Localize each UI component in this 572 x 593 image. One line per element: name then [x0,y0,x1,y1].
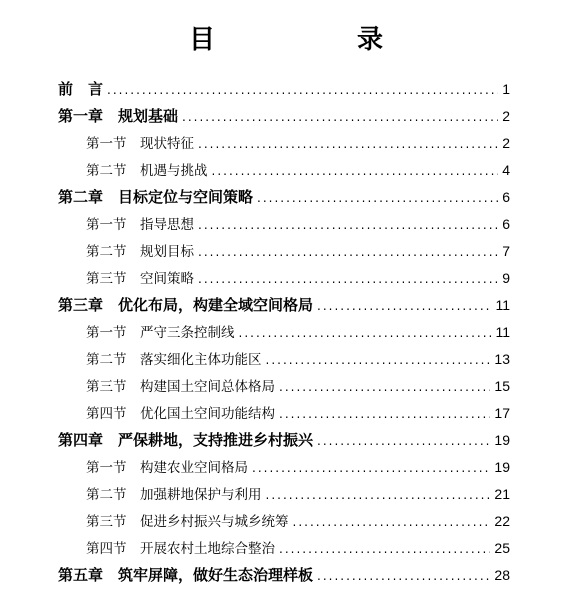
toc-entry-label: 第三章 优化布局，构建全域空间格局 [58,296,314,314]
toc-entry-label: 前 言 [58,80,104,98]
toc-entry-chapter-1[interactable] [58,105,510,131]
toc-title: 目 录 [188,25,413,55]
toc-entry-section-1-1[interactable] [86,132,510,158]
dot-leader [266,353,491,367]
toc-entry-label: 第三节 空间策略 [86,271,194,287]
toc-page-number: 11 [495,324,510,340]
toc-entry-section-2-1[interactable] [86,213,510,239]
toc-page-number: 19 [494,459,510,475]
dot-leader [257,191,498,205]
toc-entry-label: 第四节 优化国土空间功能结构 [86,406,275,422]
toc-page-number: 22 [494,513,510,529]
toc-entry-label: 第一节 构建农业空间格局 [86,460,248,476]
toc-page-number: 9 [502,270,510,286]
toc-entry-section-4-3[interactable] [86,510,510,536]
dot-leader [198,137,498,151]
dot-leader [279,380,490,394]
toc-page-number: 13 [494,351,510,367]
toc-entry-label: 第一节 指导思想 [86,217,194,233]
toc-entry-label: 第二节 规划目标 [86,244,194,260]
toc-entry-label: 第二节 落实细化主体功能区 [86,352,262,368]
dot-leader [198,272,498,286]
toc-entry-label: 第三节 促进乡村振兴与城乡统筹 [86,514,289,530]
dot-leader [317,569,490,583]
toc-entry-label: 第四节 开展农村土地综合整治 [86,541,275,557]
dot-leader [239,326,492,340]
dot-leader [266,488,491,502]
toc-entry-label: 第五章 筑牢屏障，做好生态治理样板 [58,566,314,584]
toc-page-number: 11 [495,297,510,313]
toc-entry-section-3-3[interactable] [86,375,510,401]
toc-page-number: 25 [494,540,510,556]
toc-entry-section-3-4[interactable] [86,402,510,428]
toc-entry-label: 第一节 严守三条控制线 [86,325,235,341]
dot-leader [317,434,490,448]
toc-page-number: 21 [494,486,510,502]
toc-entry-section-4-1[interactable] [86,456,510,482]
toc-entry-label: 第一章 规划基础 [58,107,179,125]
dot-leader [107,83,498,97]
toc-page-number: 6 [502,216,510,232]
toc-entry-label: 第二章 目标定位与空间策略 [58,188,254,206]
toc-entry-chapter-4[interactable] [58,429,510,455]
toc-entry-label: 第二节 加强耕地保护与利用 [86,487,262,503]
toc-entry-label: 第二节 机遇与挑战 [86,163,208,179]
toc-page-number: 7 [502,243,510,259]
toc-page-number: 4 [502,162,510,178]
toc-page-number: 17 [494,405,510,421]
toc-entry-section-3-1[interactable] [86,321,510,347]
toc-entry-chapter-2[interactable] [58,186,510,212]
dot-leader [212,164,499,178]
dot-leader [252,461,490,475]
toc-entry-chapter-3[interactable] [58,294,510,320]
toc-entry-section-4-4[interactable] [86,537,510,563]
dot-leader [279,407,490,421]
toc-page-number: 2 [502,135,510,151]
toc-page-number: 28 [494,567,510,583]
toc-entry-label: 第四章 严保耕地，支持推进乡村振兴 [58,431,314,449]
toc-page-number: 15 [494,378,510,394]
toc-page-number: 19 [494,432,510,448]
toc-page-number: 6 [502,189,510,205]
dot-leader [198,245,498,259]
toc-entry-section-2-2[interactable] [86,240,510,266]
toc-entry-section-1-2[interactable] [86,159,510,185]
toc-entry-section-2-3[interactable] [86,267,510,293]
dot-leader [182,110,498,124]
toc-entry-section-3-2[interactable] [86,348,510,374]
dot-leader [293,515,491,529]
toc-entry-chapter-5[interactable] [58,564,510,590]
toc-entry-label: 第三节 构建国土空间总体格局 [86,379,275,395]
dot-leader [198,218,498,232]
toc-entry-preface[interactable] [58,78,510,104]
toc-page-number: 2 [502,108,510,124]
dot-leader [279,542,490,556]
toc-page-number: 1 [502,81,510,97]
toc-entry-section-4-2[interactable] [86,483,510,509]
toc-entry-label: 第一节 现状特征 [86,136,194,152]
dot-leader [317,299,491,313]
